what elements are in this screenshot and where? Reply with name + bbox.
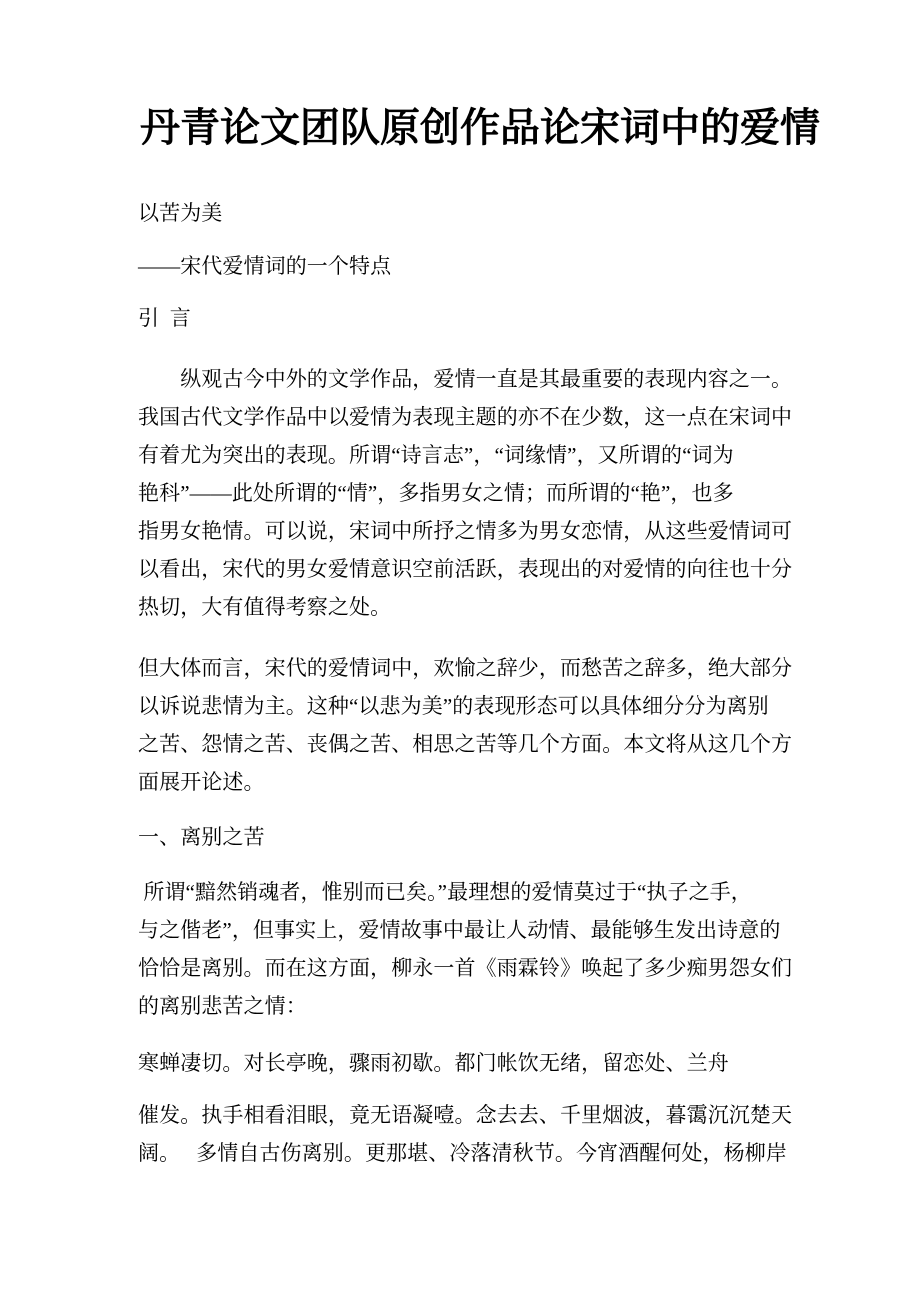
text-line: 与之偕老”，但事实上，爱情故事中最让人动情、最能够生发出诗意的 — [138, 918, 781, 942]
text-line: 寒蝉凄切。对长亭晚，骤雨初歇。都门帐饮无绪，留恋处、兰舟 — [138, 1051, 729, 1075]
document-title: 丹青论文团队原创作品论宋词中的爱情 — [140, 105, 820, 150]
text-line: 催发。执手相看泪眼，竟无语凝噎。念去去、千里烟波，暮霭沉沉楚天 — [138, 1103, 793, 1127]
text-line: 以看出，宋代的男女爱情意识空前活跃，表现出的对爱情的向往也十分 — [138, 557, 793, 581]
text-line: 以苦为美 — [138, 201, 223, 225]
text-line: 阔。 多情自古伤离别。更那堪、冷落清秋节。今宵酒醒何处，杨柳岸 — [138, 1141, 787, 1165]
text-line: 面展开论述。 — [138, 770, 265, 794]
text-line: 的离别悲苦之情： — [138, 994, 307, 1018]
paragraph — [138, 649, 820, 801]
poem-block — [138, 1044, 820, 1082]
text-line: 恰恰是离别。而在这方面，柳永一首《雨霖铃》唤起了多少痴男怨女们 — [138, 956, 793, 980]
text-line: ——宋代爱情词的一个特点 — [138, 254, 392, 278]
poem-block — [138, 1096, 820, 1172]
text-line: 以诉说悲情为主。这种“以悲为美”的表现形态可以具体细分分为离别 — [138, 694, 769, 718]
subtitle — [138, 194, 820, 232]
text-line: 一、离别之苦 — [138, 825, 265, 849]
text-line: 但大体而言，宋代的爱情词中，欢愉之辞少，而愁苦之辞多，绝大部分 — [138, 656, 793, 680]
paragraph — [138, 873, 820, 1025]
paragraph — [138, 360, 820, 626]
section-heading — [138, 818, 820, 856]
text-line: 纵观古今中外的文学作品，爱情一直是其最重要的表现内容之一。 — [138, 367, 793, 391]
text-line: 我国古代文学作品中以爱情为表现主题的亦不在少数，这一点在宋词中 — [138, 405, 793, 429]
text-line: 所谓“黯然销魂者，惟别而已矣。”最理想的爱情莫过于“执子之手， — [138, 880, 752, 904]
text-line: 之苦、怨情之苦、丧偶之苦、相思之苦等几个方面。本文将从这几个方 — [138, 732, 793, 756]
text-line: 引 言 — [138, 306, 191, 330]
section-label — [138, 299, 820, 337]
text-line: 艳科”——此处所谓的“情”，多指男女之情；而所谓的“艳”，也多 — [138, 481, 734, 505]
text-line: 有着尤为突出的表现。所谓“诗言志”，“词缘情”，又所谓的“词为 — [138, 443, 734, 467]
text-line: 热切，大有值得考察之处。 — [138, 595, 392, 619]
subtitle — [138, 247, 820, 285]
text-line: 指男女艳情。可以说，宋词中所抒之情多为男女恋情，从这些爱情词可 — [138, 519, 793, 543]
document-body — [138, 194, 820, 1172]
